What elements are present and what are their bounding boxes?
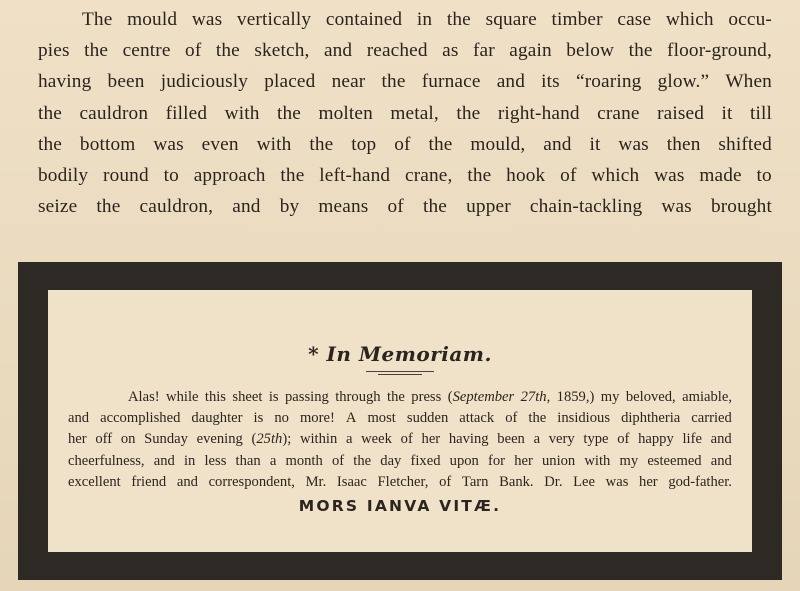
word: esteemed — [647, 452, 702, 469]
word: cauldron, — [139, 196, 214, 218]
word: and — [710, 452, 732, 469]
word: having — [38, 71, 92, 93]
word: the — [628, 40, 653, 62]
word: the — [353, 452, 372, 469]
memoriam-line — [68, 472, 732, 493]
word: union — [541, 452, 576, 469]
word: was — [191, 9, 223, 30]
word: Fletcher, — [377, 473, 429, 490]
word: square — [485, 9, 537, 30]
word: means — [318, 196, 369, 218]
word: life — [682, 431, 702, 448]
word: made — [699, 165, 742, 187]
word: been — [107, 71, 145, 93]
word: and — [232, 196, 261, 218]
word: than — [235, 452, 261, 469]
word: been — [497, 431, 525, 448]
word: “roaring — [575, 71, 642, 93]
word: 27th, — [520, 389, 551, 405]
word: on — [120, 431, 136, 448]
word: fixed — [410, 452, 441, 469]
word: the — [309, 133, 334, 155]
word: passing — [285, 389, 329, 405]
word: of — [560, 165, 577, 187]
word: upon — [449, 452, 479, 469]
word: Sunday — [144, 431, 188, 448]
word: Lee — [573, 473, 596, 490]
word: seize — [38, 196, 78, 218]
word: When — [725, 71, 772, 93]
word: judiciously — [160, 71, 249, 93]
word: floor-ground, — [667, 40, 772, 62]
word: insidious — [557, 410, 611, 427]
word: her — [68, 431, 87, 448]
word: is — [268, 389, 279, 405]
word: the — [387, 389, 405, 405]
body-line — [38, 66, 772, 97]
word: pies — [38, 40, 70, 62]
word: a — [345, 431, 353, 448]
word: again — [509, 40, 552, 62]
word: top — [351, 133, 377, 155]
word: with — [584, 452, 611, 469]
word: within — [299, 431, 338, 448]
word: through — [335, 389, 381, 405]
word: approach — [193, 165, 266, 187]
word: A — [345, 410, 357, 427]
word: the — [381, 71, 406, 93]
word: in — [416, 9, 433, 30]
word: a — [269, 452, 277, 469]
word: accomplished — [100, 410, 181, 427]
word: beloved, — [625, 389, 676, 405]
memoriam-panel — [48, 290, 752, 552]
word: the — [96, 196, 121, 218]
word: it — [589, 133, 601, 155]
body-line — [38, 98, 772, 129]
word: her — [639, 473, 658, 490]
word: to — [163, 165, 179, 187]
word: this — [204, 389, 226, 405]
motto: MORS IANVA VITÆ. — [298, 497, 502, 515]
word: and — [153, 452, 175, 469]
word: below — [566, 40, 615, 62]
word: and — [710, 431, 732, 448]
word: (September — [447, 389, 515, 405]
word: off — [95, 431, 113, 448]
word: cheerfulness, — [68, 452, 145, 469]
word: and — [68, 410, 90, 427]
word: the — [423, 196, 448, 218]
word: sheet — [232, 389, 263, 405]
word: occu- — [728, 9, 772, 30]
word: daughter — [191, 410, 243, 427]
word: while — [166, 389, 199, 405]
word: type — [583, 431, 609, 448]
word: case — [617, 9, 652, 30]
word: week — [361, 431, 392, 448]
word: the — [215, 40, 240, 62]
word: excellent — [68, 473, 121, 490]
word: my — [600, 389, 620, 405]
word: my — [619, 452, 639, 469]
word: very — [548, 431, 575, 448]
word: near — [331, 71, 366, 93]
memoriam-line — [68, 408, 732, 429]
word: Dr. — [544, 473, 563, 490]
word: her — [421, 431, 441, 448]
word: glow.” — [657, 71, 710, 93]
word: carried — [691, 410, 732, 427]
word: was — [153, 133, 184, 155]
word: cauldron — [79, 102, 149, 124]
body-line — [38, 35, 772, 66]
title-rule-short — [378, 374, 422, 375]
memoriam-paragraph — [68, 387, 732, 493]
word: friend — [131, 473, 167, 490]
word: crane — [597, 102, 640, 124]
mourning-border — [18, 262, 782, 580]
word: and — [543, 133, 572, 155]
word: left-hand — [319, 165, 391, 187]
word: as — [442, 40, 459, 62]
word: placed — [264, 71, 316, 93]
word: and — [496, 71, 525, 93]
word: chain-tackling — [529, 196, 643, 218]
word: of — [394, 133, 411, 155]
word: Alas! — [128, 389, 160, 405]
word: vertically — [236, 9, 312, 30]
word: less — [204, 452, 227, 469]
word: far — [472, 40, 495, 62]
word: its — [541, 71, 560, 93]
word: was — [661, 196, 692, 218]
word: bodily — [38, 165, 89, 187]
word: Bank. — [499, 473, 534, 490]
word: amiable, — [682, 389, 732, 405]
word: with — [256, 133, 292, 155]
word: a — [533, 431, 541, 448]
word: more! — [299, 410, 335, 427]
word: the — [456, 102, 481, 124]
word: happy — [638, 431, 674, 448]
word: of — [505, 410, 518, 427]
word: sudden — [406, 410, 449, 427]
word: crane, — [405, 165, 453, 187]
word: the — [38, 102, 63, 124]
word: contained — [325, 9, 403, 30]
word: of — [439, 473, 452, 490]
word: hook — [506, 165, 546, 187]
word: then — [666, 133, 701, 155]
word: Isaac — [336, 473, 367, 490]
word: Tarn — [461, 473, 489, 490]
word: the — [276, 102, 301, 124]
word: reached — [366, 40, 428, 62]
word: brought — [710, 196, 772, 218]
word: was — [654, 165, 685, 187]
word: the — [84, 40, 109, 62]
word: furnace — [421, 71, 481, 93]
word: raised — [657, 102, 705, 124]
word: the — [428, 133, 453, 155]
word: of — [331, 452, 345, 469]
word: evening — [196, 431, 243, 448]
word: mould — [127, 9, 178, 30]
word: the — [528, 410, 547, 427]
word: month — [285, 452, 323, 469]
word: mould, — [470, 133, 526, 155]
word: diphtheria — [621, 410, 681, 427]
word: metal, — [390, 102, 439, 124]
word: round — [103, 165, 149, 187]
word: to — [756, 165, 772, 187]
word: which — [591, 165, 640, 187]
word: and — [176, 473, 198, 490]
word: right-hand — [497, 102, 580, 124]
word: with — [224, 102, 260, 124]
word: in — [183, 452, 196, 469]
word: of — [400, 431, 413, 448]
title-rule — [366, 371, 434, 372]
word: sketch, — [254, 40, 310, 62]
word: which — [665, 9, 714, 30]
word: centre — [122, 40, 171, 62]
word: timber — [551, 9, 603, 30]
word: it — [721, 102, 733, 124]
word: was — [605, 473, 629, 490]
word: press — [411, 389, 442, 405]
word: the — [38, 133, 63, 155]
word: most — [367, 410, 396, 427]
word: 1859,) — [556, 389, 595, 405]
memoriam-line — [68, 387, 732, 408]
body-line — [38, 4, 772, 35]
word: correspondent, — [208, 473, 295, 490]
word: by — [279, 196, 300, 218]
body-line — [38, 160, 772, 191]
body-line — [38, 191, 772, 222]
word: was — [618, 133, 649, 155]
word: is — [253, 410, 264, 427]
body-paragraph — [38, 4, 772, 222]
memoriam-title: * In Memoriam. — [308, 342, 492, 366]
memoriam-line — [68, 451, 732, 472]
word: attack — [459, 410, 495, 427]
word: of — [617, 431, 630, 448]
word: filled — [165, 102, 208, 124]
word: till — [749, 102, 772, 124]
word: even — [201, 133, 239, 155]
word: of — [387, 196, 404, 218]
word: (25th); — [251, 431, 292, 448]
memoriam-line — [68, 429, 732, 450]
word: the — [446, 9, 471, 30]
word: shifted — [718, 133, 772, 155]
word: having — [448, 431, 489, 448]
word: upper — [466, 196, 511, 218]
word: god-father. — [668, 473, 732, 490]
word: no — [274, 410, 289, 427]
word: the — [280, 165, 305, 187]
word: day — [380, 452, 402, 469]
word: bottom — [79, 133, 136, 155]
word: her — [514, 452, 533, 469]
word: for — [488, 452, 506, 469]
word: of — [185, 40, 202, 62]
word: and — [323, 40, 353, 62]
word: The — [82, 9, 113, 30]
word: the — [467, 165, 492, 187]
body-line — [38, 129, 772, 160]
word: molten — [318, 102, 373, 124]
word: Mr. — [305, 473, 327, 490]
